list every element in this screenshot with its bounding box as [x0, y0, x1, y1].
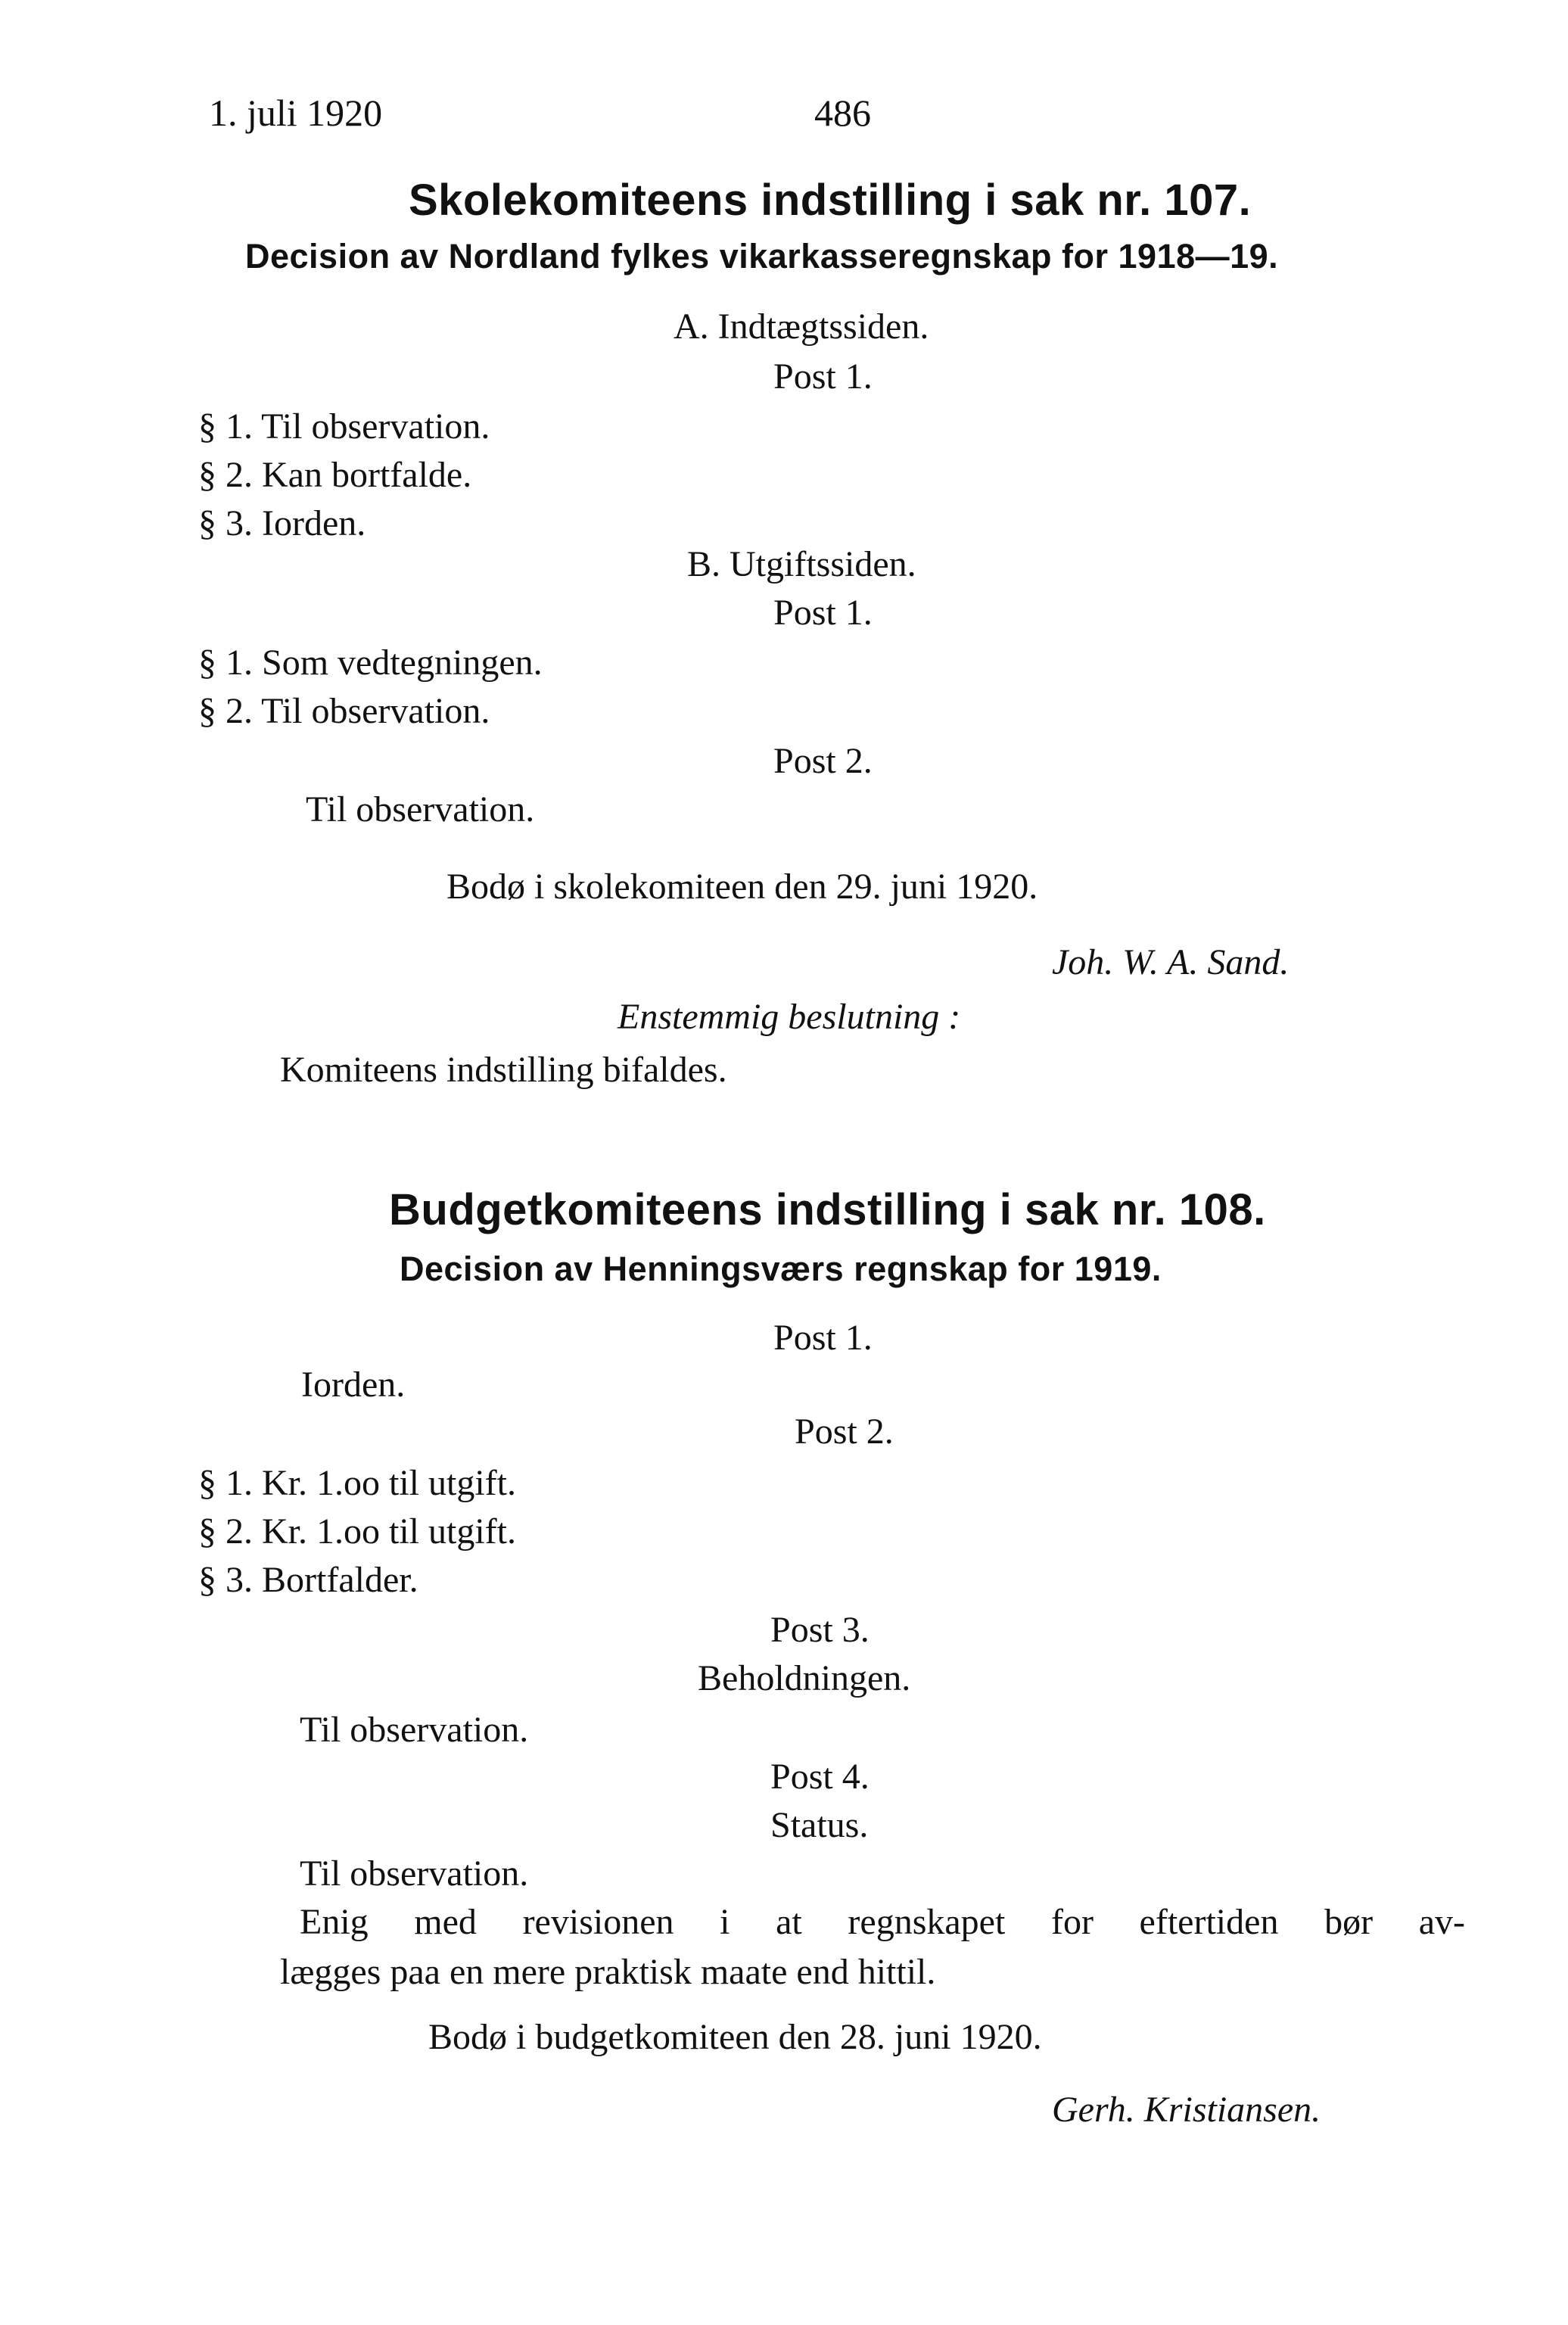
section1-b-post2-note: Til observation.	[306, 789, 535, 829]
section2-heading: Budgetkomiteens indstilling i sak nr. 108.	[389, 1185, 1266, 1234]
section1-a-item-3: § 3. Iorden.	[198, 503, 366, 543]
section2-post4-note: Til observation.	[300, 1853, 529, 1894]
section2-post2: Post 2.	[795, 1411, 894, 1452]
section1-b-item-1: § 1. Som vedtegningen.	[198, 643, 543, 683]
section2-post4-title: Status.	[770, 1805, 869, 1845]
section2-post2-item-2: § 2. Kr. 1.oo til utgift.	[198, 1511, 516, 1552]
section1-a-item-2: § 2. Kan bortfalde.	[198, 455, 472, 495]
section2-post1-note: Iorden.	[301, 1365, 406, 1405]
section1-signature: Joh. W. A. Sand.	[1052, 942, 1290, 982]
section2-post1: Post 1.	[773, 1318, 873, 1358]
section1-subheading: Decision av Nordland fylkes vikarkasseregnskap for 1918—19.	[245, 237, 1279, 275]
section1-decision-text: Komiteens indstilling bifaldes.	[280, 1050, 727, 1090]
section1-place-date: Bodø i skolekomiteen den 29. juni 1920.	[446, 867, 1038, 907]
section2-place-date: Bodø i budgetkomiteen den 28. juni 1920.	[428, 2017, 1042, 2057]
section1-a-post1: Post 1.	[773, 356, 873, 397]
section1-part-a: A. Indtægtssiden.	[674, 307, 929, 347]
section1-part-b: B. Utgiftssiden.	[687, 544, 916, 584]
section1-b-post1: Post 1.	[773, 593, 873, 633]
section1-decision-label: Enstemmig beslutning :	[618, 997, 961, 1037]
page-number: 486	[814, 92, 871, 134]
section2-post3-note: Til observation.	[300, 1710, 529, 1750]
section1-a-item-1: § 1. Til observation.	[198, 406, 490, 447]
section2-signature: Gerh. Kristiansen.	[1052, 2090, 1321, 2130]
page-date: 1. juli 1920	[209, 92, 383, 134]
section2-remark-line-1: Enig med revisionen i at regnskapet for eftertiden bør av-	[300, 1902, 1465, 1942]
section2-post3-title: Beholdningen.	[698, 1658, 911, 1698]
section2-post3: Post 3.	[770, 1610, 870, 1650]
section2-remark-line-2: lægges paa en mere praktisk maate end hittil.	[280, 1952, 936, 1992]
section1-b-item-2: § 2. Til observation.	[198, 691, 490, 731]
section2-post2-item-1: § 1. Kr. 1.oo til utgift.	[198, 1463, 516, 1503]
section1-b-post2: Post 2.	[773, 741, 873, 781]
section2-post2-item-3: § 3. Bortfalder.	[198, 1560, 418, 1600]
section2-subheading: Decision av Henningsværs regnskap for 1919.	[400, 1250, 1162, 1288]
section1-heading: Skolekomiteens indstilling i sak nr. 107.	[409, 176, 1252, 225]
section2-post4: Post 4.	[770, 1757, 870, 1797]
